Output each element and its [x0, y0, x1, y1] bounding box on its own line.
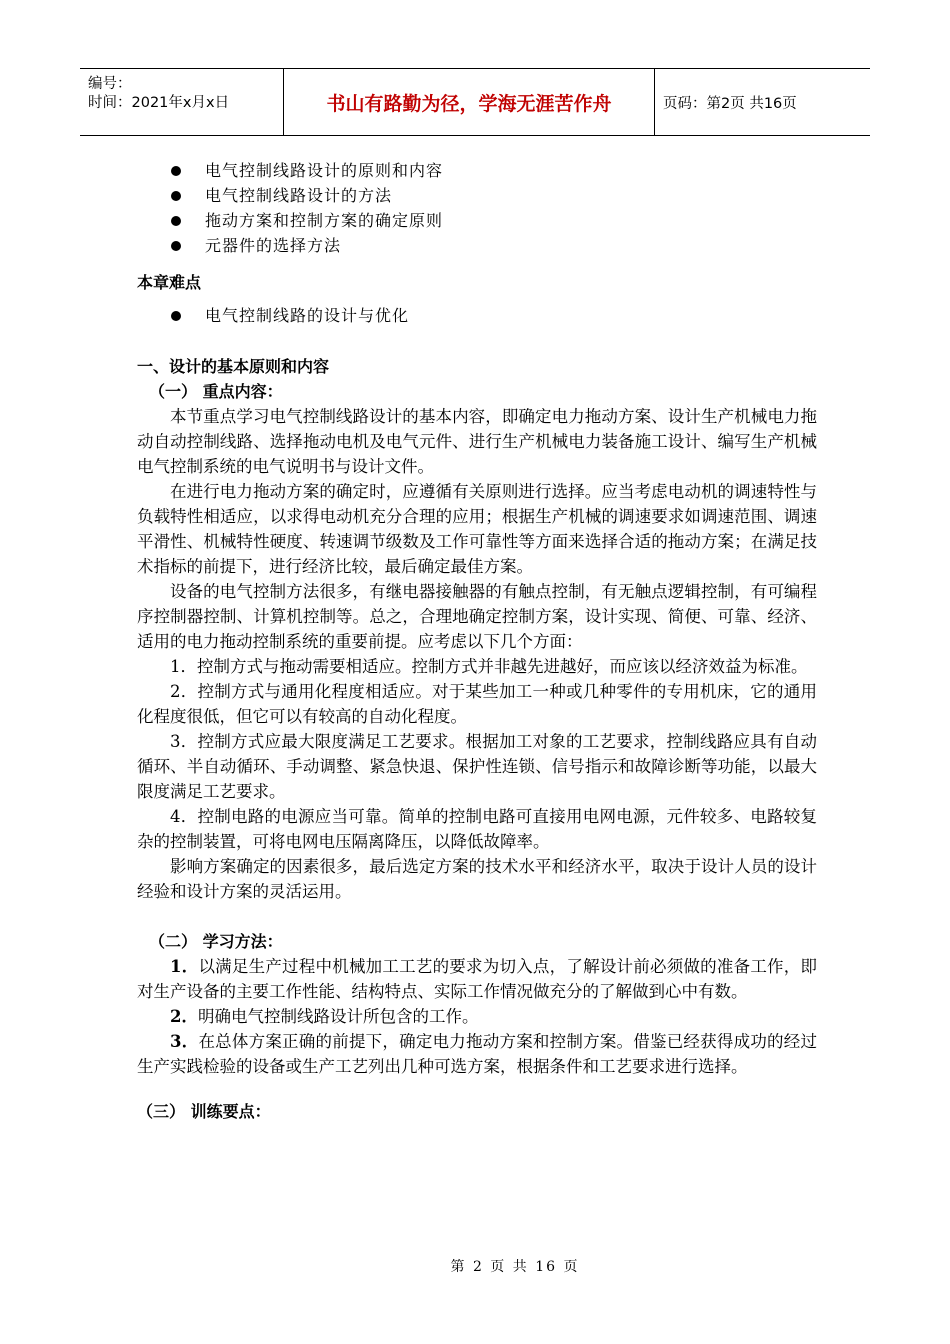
- page-footer: 第 2 页 共 16 页: [450, 1259, 580, 1275]
- key-point-item: 拖动方案和控制方案的确定原则: [137, 208, 817, 233]
- numbered-item: 3．控制方式应最大限度满足工艺要求。根据加工对象的工艺要求，控制线路应具有自动循环、半自动循环、手动调整、紧急快退、保护性连锁、信号指示和故障诊断等功能，以最大限度满足工艺要求。: [137, 732, 817, 801]
- numbered-item: 2．控制方式与通用化程度相适应。对于某些加工一种或几种零件的专用机床，它的通用化程度很低，但它可以有较高的自动化程度。: [137, 682, 817, 726]
- key-point-item: 电气控制线路设计的方法: [137, 183, 817, 208]
- code-label: 编号：: [88, 76, 132, 92]
- numbered-item: 2．明确电气控制线路设计所包含的工作。: [170, 1007, 479, 1026]
- difficulty-item: 电气控制线路的设计与优化: [137, 303, 817, 328]
- subsection-heading-study-method: （二） 学习方法：: [149, 932, 283, 951]
- difficulty-heading: 本章难点: [137, 273, 202, 292]
- paragraph: 影响方案确定的因素很多，最后选定方案的技术水平和经济水平，取决于设计人员的设计经验和设计方案的灵活运用。: [137, 857, 817, 901]
- numbered-item: 1．控制方式与拖动需要相适应。控制方式并非越先进越好，而应该以经济效益为标准。: [170, 657, 808, 676]
- paragraph: 在进行电力拖动方案的确定时，应遵循有关原则进行选择。应当考虑电动机的调速特性与负载特性相适应，以求得电动机充分合理的应用；根据生产机械的调速要求如调速范围、调速平滑性、机械特性硬度、转速调节级数及工作可靠性等方面来选择合适的拖动方案；在满足技术指标的前提下，进行经济比较，最后确定最佳方案。: [137, 482, 817, 576]
- header-page-info: 页码：第2页 共16页: [663, 95, 797, 112]
- key-point-item: 电气控制线路设计的原则和内容: [137, 158, 817, 183]
- bullet-icon: [171, 166, 181, 176]
- numbered-item: 4．控制电路的电源应当可靠。简单的控制电路可直接用电网电源，元件较多、电路较复杂的控制装置，可将电网电压隔离降压，以降低故障率。: [137, 807, 817, 851]
- subsection-heading-training-points: （三） 训练要点：: [137, 1102, 271, 1121]
- bullet-icon: [171, 216, 181, 226]
- section-heading: 一、设计的基本原则和内容: [137, 357, 330, 376]
- page-header: [80, 68, 870, 136]
- header-meta: [80, 69, 283, 135]
- date-label: 时间：2021年x月x日: [88, 95, 230, 111]
- bullet-icon: [171, 191, 181, 201]
- subsection-heading-key-content: （一） 重点内容：: [149, 382, 283, 401]
- paragraph: 设备的电气控制方法很多，有继电器接触器的有触点控制，有无触点逻辑控制，有可编程序控制器控制、计算机控制等。总之，合理地确定控制方案，设计实现、简便、可靠、经济、适用的电力拖动控制系统的重要前提。应考虑以下几个方面：: [137, 582, 817, 651]
- key-point-item: 元器件的选择方法: [137, 233, 817, 258]
- bullet-icon: [171, 241, 181, 251]
- numbered-item: 3．在总体方案正确的前提下，确定电力拖动方案和控制方案。借鉴已经获得成功的经过生产实践检验的设备或生产工艺列出几种可选方案，根据条件和工艺要求进行选择。: [137, 1032, 818, 1076]
- numbered-item: 1．以满足生产过程中机械加工工艺的要求为切入点，了解设计前必须做的准备工作，即对生产设备的主要工作性能、结构特点、实际工作情况做充分的了解做到心中有数。: [137, 957, 818, 1001]
- paragraph: 本节重点学习电气控制线路设计的基本内容，即确定电力拖动方案、设计生产机械电力拖动自动控制线路、选择拖动电机及电气元件、进行生产机械电力装备施工设计、编写生产机械电气控制系统的电气说明书与设计文件。: [137, 407, 817, 476]
- header-motto: 书山有路勤为径，学海无涯苦作舟: [283, 69, 655, 135]
- document-body: [137, 156, 817, 1124]
- bullet-icon: [171, 311, 181, 321]
